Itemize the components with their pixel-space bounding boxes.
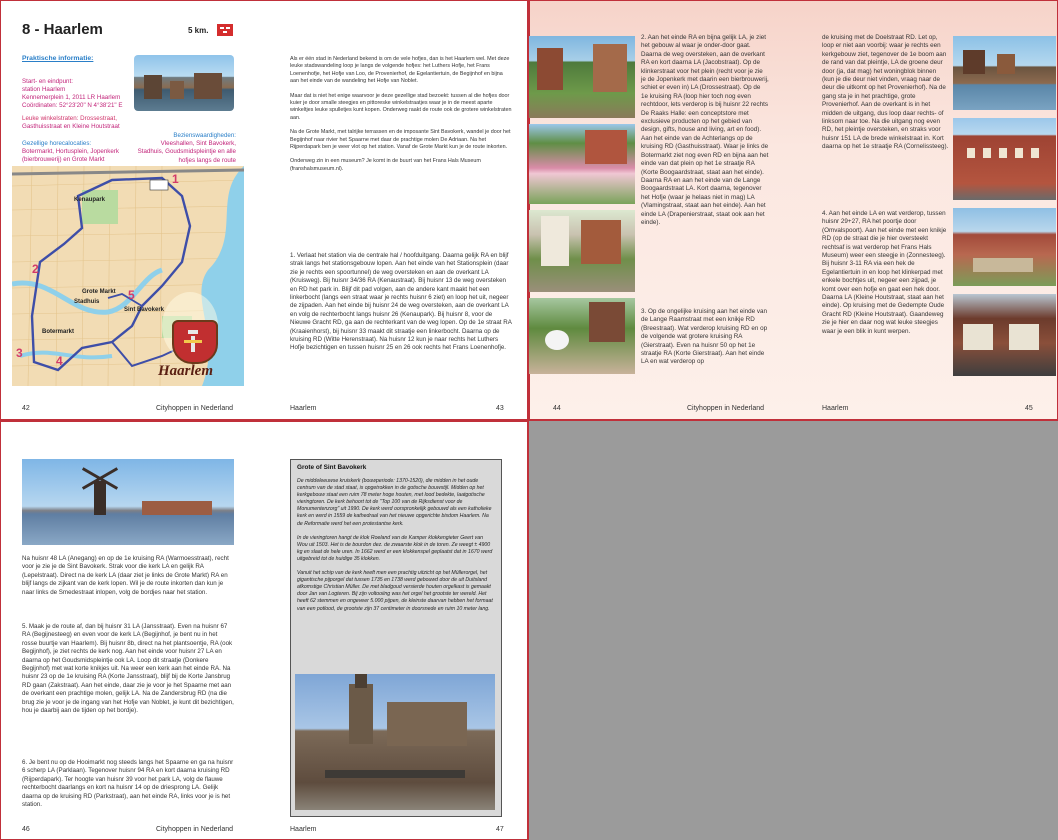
map-label-botermarkt: Botermarkt [42,329,75,335]
page-42 [0,0,264,420]
page-number: 47 [496,826,504,833]
info-box-paragraph: Vanuit het schip van de kerk heeft men een prachtig uitzicht op het Müllerorgel, het gigantische pijporgel dat tussen 1735 en 1738 werd gebouwd door de uit Duitsland afkomstige Christian Müller. De met bladgoud versierde houten orgelkast is gemaakt door Jan van Logteren. Bij zijn voltooiing was het orgel het grootste ter wereld. Het heeft 62 stemmen en ongeveer 5.000 pijpen, de kleinste daarvan hebben het formaat van een potlood, de grootste zijn 37 centimeter in doorsnede en ruim 10 meter lang. [297,570,493,612]
building-photo [953,118,1056,200]
map-number-5: 5 [128,288,135,302]
info-box-title: Grote of Sint Bavokerk [297,464,367,471]
page-number: 46 [22,826,30,833]
intro-paragraph: Na de Grote Markt, met talrijke terrassen en de imposante Sint Bavokerk, wandel je door het Begijnhof naar rivier het Spaarne met daar de prachtige molen De Adriaan. Na het Rijperdapark ben je weer vlot op het station. Vanaf de Grote Markt kun je de route inkorten. [290,129,511,151]
page-45 [793,0,1058,420]
step-4: 4. Aan het einde LA en wat verderop, tussen huisnr 29+27, RA het poortje door (Omvalspoort). Aan het einde met een knikje RD (op de straat die je hier oversteekt rechtsaf is wat verderop het Frans Hals Museum) weer een steegje in (Zonnesteeg). Bij huisnr 3-11 RA via een hek de Egelantiertuin in en loop het klinkerpad met enkele bochtjes uit, negeer een zijpad, je komt over een hofje en gaat een hek door. Daarna LA (Kleine Houtstraat, staat aan het einde). Op kruising met de Gedempte Oude Gracht RD (Kleine Houtstraat). Gaandeweg zie je hier en daar nog wat leuke steegjes waar je een blik in kunt werpen. [822,210,947,335]
coordinates: Coördinaten: 52°23'20" N 4°38'21" E [22,102,123,109]
map-number-2: 2 [32,262,39,276]
start-label: Start- en eindpunt: [22,78,73,85]
spread-46-47 [0,421,528,840]
address: Kennemerplein 1, 2011 LR Haarlem [22,94,121,101]
sights-value: Vleeshallen, Sint Bavokerk, Stadhuis, Goudsmidspleintje en alle hofjes langs de route [137,140,236,164]
info-box-paragraph: De middeleeuwse kruiskerk (bouwperiode: 1370-1520), die midden in het oude centrum van de stad staat, is opgetrokken in de gotische bouwstijl. Midden op het kerkgebouw staat een ruim 78 meter hoge houten, met lood bedekte, laatgotische vieringtoren. De kerk behoort tot de "Top 100 van de Rijksdienst voor de Monumentenzorg" uit 1990. De kerk werd oorspronkelijk gebouwd als een katholieke kerk en werd in 1559 de kathedraal van het nieuwe opgerichte bisdom Haarlem. Na de Reformatie werd het een protestantse kerk. [297,478,492,527]
map-label-grote-markt: Grote Markt [82,289,116,295]
map-logo-haarlem: Haarlem [158,363,213,379]
footer-title: Haarlem [290,826,317,833]
page-44 [529,0,793,420]
start-value: station Haarlem [22,86,66,93]
page-46 [0,421,264,840]
step-6: 6. Je bent nu op de Hooimarkt nog steeds langs het Spaarne en ga na huisnr 6 scherp LA (Parklaan). Tegenover huisnr 94 RA en kort daarna kruising RD (Rijperdapark). Ter hoogte van huisnr 39 voor het park LA, volg de flauwe rechterbocht daarlangs en kort na huisnr 14 op de driesprong LA. Gelijk daarna op de kruising RD (Parkstraat), aan het einde RA, links voor je is het station. [22,759,234,809]
step-2: 2. Aan het einde RA en bijna gelijk LA, je ziet het gebouw al waar je onder-door gaat. Daarna de weg oversteken, aan de overkant RA en kort daarna LA (Jacobstraat). Op de klinkerstraat voor het plein (recht voor je zie je de Jopenkerk met daarin een bierbrouwerij, schiet er even in) LA (Drossestraat). Op de 1e kruising RA (loop hier toch nog even rechtdoor, lets verderop is bij huisnr 22 rechts De Raaks Halle: een conceptstore met exclusieve producten op het gebied van design, gifts, house and living, art en food). Aan het einde van de Achterlangs op de kruising RD (Gasthuisstraat). Waar je links de Botermarkt ziet nog even RD en bijna aan het einde van dat plein op het 1e straatje RA (Korte Boogaardstraat, staat aan het einde). Daarna RA en aan het einde van de Lange Boogaardstraat LA. Kort daarna, tegenover het Hofje (waar je helaas niet in mag) LA (Vlamingstraat, staat aan het einde). Aan het einde LA (Drapenierstraat, staat ook aan het einde). [641,34,769,226]
bridge-photo [134,55,234,111]
page-47 [264,421,528,840]
empty-grey-area [529,421,1058,840]
windmill-photo [22,459,234,545]
intro-paragraph: Maar dat is niet het enige waarvoor je deze gezellige stad bezoekt: tussen al die hofjes door kuier je door smalle steegjes en pittoreske winkelstraatjes waar je in de meest aparte winkeltjes leuke spulletjes kunt kopen. Onderweg raakt de route ook de grotere winkelstraten aan. [290,92,512,121]
spread-44-45 [529,0,1058,420]
horeca-label: Gezellige horecalocaties: [22,140,92,147]
footer-title: Cityhoppen in Nederland [156,405,234,412]
page-number: 42 [22,405,30,412]
shopping-label: Leuke winkelstraten: Drossestraat, [22,115,117,122]
info-box-text [297,478,493,620]
paragraph: Na huisnr 48 LA (Anegang) en op de 1e kruising RA (Warmoesstraat), recht voor je zie je de Sint Bavokerk. Strak voor die kerk LA en gelijk RA (Lepelstraat). Direct na de kerk LA (daar ziet je links de Grote Markt) RA en blijf langs de zijkant van de kerk lopen. Wil je de route inkorten dan kun je naar links de Smedestraat inlopen, volg de bordjes naar het station. [22,555,229,596]
page-number: 43 [496,405,504,412]
info-box-paragraph: In de vieringtoren hangt de klok Roeland van de Kamper klokkengieter Geert van Wou uit 1503. Het is de bourdon dez. de zwaarste klok in de toren. Ze weegt ± 4900 kg en slaat de hele uren. In 1662 werd er een klokkenspel geplaatst dat in 1670 werd uitgebreid tot de huidige 35 klokken. [297,534,493,562]
shop-photo [953,294,1056,376]
step-5: 5. Maak je de route af, dan bij huisnr 31 LA (Jansstraat). Even na huisnr 67 RA (Begijnesteeg) en even voor de kerk LA (Begijnhof, je bent nu in het rosse buurtje van Haarlem). Bij huisnr 8b, direct na het plantsoentje, RA (ook Begijnhof), je ziet rechts de kerk nog. Aan het einde voor huisnr 27 LA en daarna op het Goudsmidspleintje ook LA. Loop dit straatje (Donkere Begijnhof) met wat korte knikjes uit. Na weer een kerk aan het einde RA. Na huisnr 23 op de 1e kruising RA (Korte Jansstraat), blijf bij de Korte Jansbrug RD gaan (Zakstraat). Aan het einde, daar zie je voor je het Spaarne met aan de overkant een prachtige molen, gelijk LA. Na de Zandersbrug RD (na die brug zie je voor je de ingang van het Hofje van Noblet, je kunt dit bezichtigen, hou je daarbij aan de tijden op het bordje). [22,623,234,715]
info-box [290,459,502,817]
step-3: 3. Op de ongelijke kruising aan het einde van de Lange Raamstraat met een knikje RD (Breestraat). Wat verderop kruising RD en op de volgende wat grotere kruising RA (Gierstraat). Even na huisnr 50 op het 1e straatje RA (Korte Gierstraat). Aan het einde LA en wat verderop op [641,308,768,366]
page-43 [264,0,528,420]
intro-paragraph: Onderweg zin in een museum? Je komt in de buurt van het Frans Hals Museum (franshalsmuseum.nl). [290,158,481,172]
page-number: 44 [553,405,561,412]
intro-text [290,56,512,180]
map-label-kenaupark: Kenaupark [74,197,106,203]
horeca-value: Botermarkt, Hortusplein, Jopenkerk (bierbrouwerij) en Grote Markt [22,148,119,164]
footer-title: Haarlem [290,405,317,412]
info-heading: Praktische informatie: [22,55,94,62]
footer-title: Cityhoppen in Nederland [156,826,234,833]
street-photo-2 [529,124,635,204]
page-number: 45 [1025,405,1033,412]
square-photo [953,208,1056,286]
street-photo-4 [529,298,635,374]
step-1: 1. Verlaat het station via de centrale hal / hoofduitgang. Daarna gelijk RA en blijf strak langs het stationsgebouw lopen. Aan het einde van het Stationsplein (daar zie je rechts een spoortunnel) de weg oversteken en aan de overkant LA (Kruisweg). Bij huisnr 34/36 RA (Kenaustraat). Bij huisnr 13 de weg oversteken en RD het park in. Blijf dit pad volgen, aan de andere kant maakt het een linkerbocht (langs een straat waar je rechts huisnr 6 ziet) en loop het uit, negeer de zijpaden. Aan het einde bij huisnr 24 de weg oversteken, aan de overkant LA en volg de rechterbocht langs huisnr 26 (Kenaupark). Bij huisnr 8, voor de Nieuwe Gracht RD, ga aan de rechterkant van de weg lopen. Op de 1e straat RA (Kraaienhorst), bij huisnr 33 maakt dit straatje een linkerbocht. Daarna op de kruising RD (Witte Herenstraat). Na huisnr 12 kun je naar rechts het Luthers Hofje bezichtigen en tussen huisnr 25 en 26 ook rechts het Frans Loenenhofje. [290,252,512,352]
footer-title: Haarlem [822,405,849,412]
haarlem-coat-of-arms-icon [172,320,218,364]
sights-label: Bezienswaardigheden: [173,132,236,139]
page-title: 8 - Haarlem [22,21,103,38]
distance-label: 5 km. [188,26,209,35]
church-photo [295,674,495,810]
step-3-continued: de kruising met de Doelstraat RD. Let op, loop er niet aan voorbij: waar je rechts een kerkgebouw ziet, tegenover de 1e boom aan de rand van dat pleintje, LA de groene deur door (ja, dat mag) het woningblok binnen (kun je die deur niet vinden, vraag naar de deur die uitkomt op het Provenierhof). Na de gang sta je in het prachtige, grote Provenierhof. Aan de overkant is in het midden de uitgang, dus loop daar rechts- of linksom naar toe. Na die uitgang nog even RD, het pleintje oversteken, en straks voor huisnr 151 LA de brede winkelstraat in. Kort daarna op het 1e straatje RA (Cornelissteeg). [822,34,949,151]
map-number-3: 3 [16,346,23,360]
map-label-bavokerk: Sint Bavokerk [124,307,165,313]
footer-title: Cityhoppen in Nederland [687,405,765,412]
canal-photo [953,36,1056,110]
street-photo-3 [529,210,635,292]
map-number-4: 4 [56,354,63,368]
map-label-stadhuis: Stadhuis [74,299,100,305]
spread-42-43 [0,0,528,420]
province-flag-icon [217,24,233,36]
street-photo-1 [529,36,635,118]
route-map [12,166,244,386]
map-number-1: 1 [172,172,179,186]
intro-paragraph: Als er één stad in Nederland bekend is om de vele hofjes, dan is het Haarlem wel. Met deze leuke stadswandeling loop je langs de volgende hofjes: het Luthers Hofje, het Frans Loenenhofje, het Hofje van Loo, de Provenierhof, de Egelantiertuin, de Begijnhof en bijna aan het einde van de wandeling het Hofje van Noblet. [290,56,510,85]
shopping-value: Gasthuisstraat en Kleine Houtstraat [22,123,120,130]
